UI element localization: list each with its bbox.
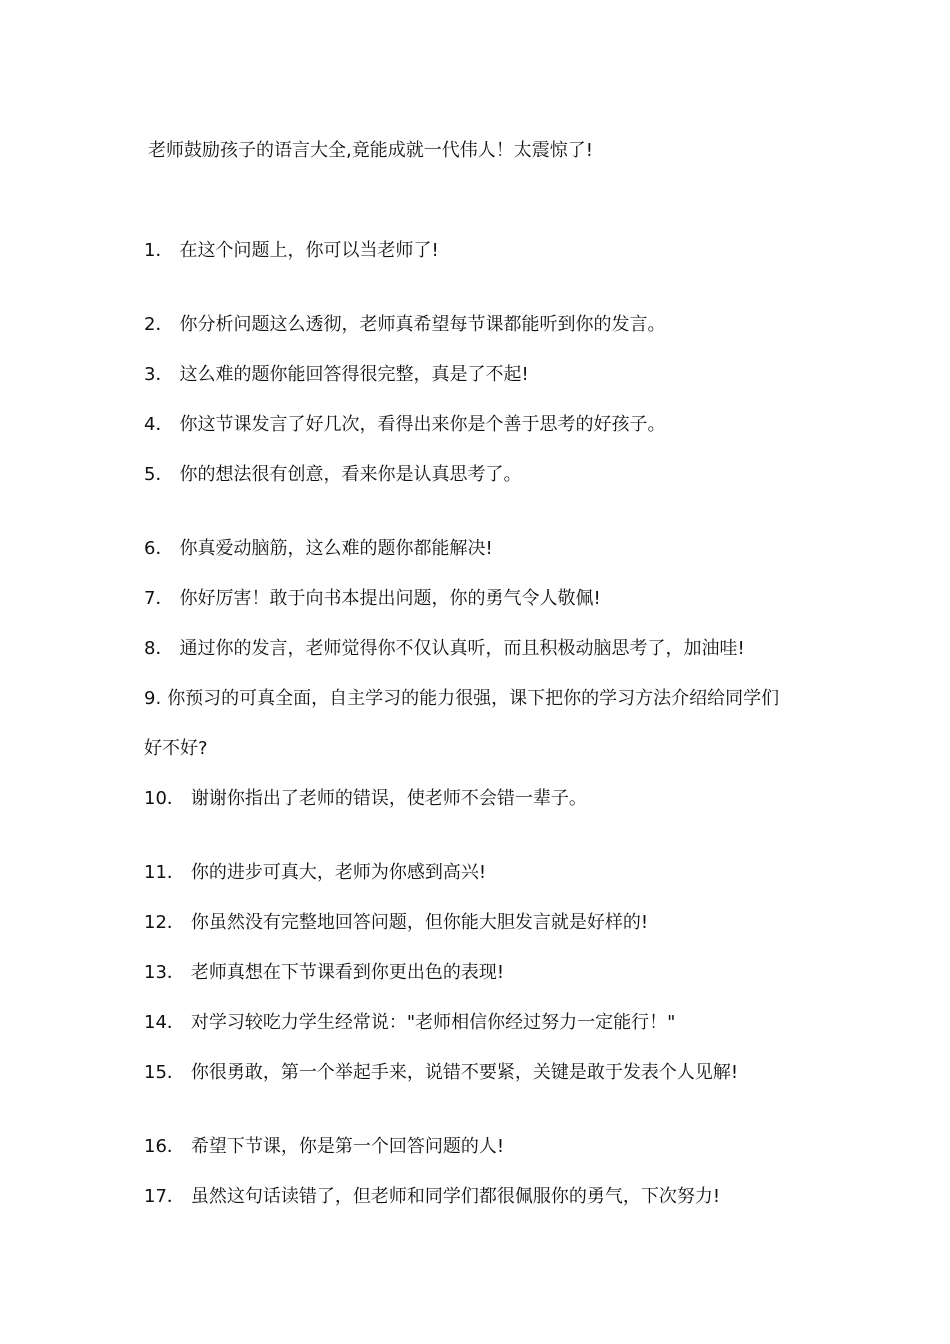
item-text: 你很勇敢，第一个举起手来，说错不要紧，关键是敢于发表个人见解! [190, 1062, 739, 1083]
item-number: 10． [144, 788, 185, 809]
document-title: 老师鼓励孩子的语言大全,竟能成就一代伟人！太震惊了! [148, 140, 593, 161]
list-item [144, 312, 665, 338]
item-text: 虽然这句话读错了，但老师和同学们都很佩服你的勇气，下次努力! [190, 1186, 721, 1207]
item-text: 你预习的可真全面，自主学习的能力很强，课下把你的学习方法介绍给同学们 [167, 688, 780, 709]
list-item [144, 586, 601, 612]
item-number: 17． [144, 1186, 185, 1207]
list-item [144, 362, 529, 388]
item-number: 15． [144, 1062, 185, 1083]
list-item [144, 686, 779, 712]
list-item [144, 462, 521, 488]
item-text: 你虽然没有完整地回答问题，但你能大胆发言就是好样的! [190, 912, 649, 933]
item-text: 你的进步可真大，老师为你感到高兴! [190, 862, 487, 883]
item-text: 在这个问题上，你可以当老师了! [179, 240, 439, 261]
list-item [144, 636, 745, 662]
list-item [144, 960, 504, 986]
item-number: 9. [144, 688, 162, 709]
item-number: 6． [144, 538, 174, 559]
list-item [144, 1184, 720, 1210]
item-number: 2． [144, 314, 174, 335]
list-item [144, 860, 486, 886]
item-text: 老师真想在下节课看到你更出色的表现! [190, 962, 505, 983]
item-number: 12． [144, 912, 185, 933]
list-item-continuation [144, 736, 208, 762]
list-item [144, 536, 493, 562]
list-item [144, 1010, 675, 1036]
item-text: 你分析问题这么透彻，老师真希望每节课都能听到你的发言。 [179, 314, 666, 335]
item-number: 11． [144, 862, 185, 883]
item-text: 你好厉害！敢于向书本提出问题，你的勇气令人敬佩! [179, 588, 601, 609]
item-number: 5． [144, 464, 174, 485]
item-number: 7． [144, 588, 174, 609]
item-text: 通过你的发言，老师觉得你不仅认真听，而且积极动脑思考了，加油哇! [179, 638, 745, 659]
item-number: 16． [144, 1136, 185, 1157]
item-number: 1． [144, 240, 174, 261]
list-item [144, 1060, 738, 1086]
item-number: 3． [144, 364, 174, 385]
list-item [144, 786, 587, 812]
item-text: 你的想法很有创意，看来你是认真思考了。 [179, 464, 522, 485]
list-item [144, 1134, 504, 1160]
list-item [144, 238, 439, 264]
item-text: 希望下节课，你是第一个回答问题的人! [190, 1136, 505, 1157]
item-text: 这么难的题你能回答得很完整，真是了不起! [179, 364, 529, 385]
item-number: 14． [144, 1012, 185, 1033]
item-text: 你真爱动脑筋，这么难的题你都能解决! [179, 538, 493, 559]
list-item [144, 910, 648, 936]
item-number: 8． [144, 638, 174, 659]
item-text: 好不好? [144, 738, 208, 759]
item-number: 13． [144, 962, 185, 983]
list-item [144, 412, 665, 438]
item-text: 对学习较吃力学生经常说："老师相信你经过努力一定能行！" [190, 1012, 676, 1033]
item-text: 你这节课发言了好几次，看得出来你是个善于思考的好孩子。 [179, 414, 666, 435]
item-text: 谢谢你指出了老师的错误，使老师不会错一辈子。 [190, 788, 587, 809]
item-number: 4． [144, 414, 174, 435]
